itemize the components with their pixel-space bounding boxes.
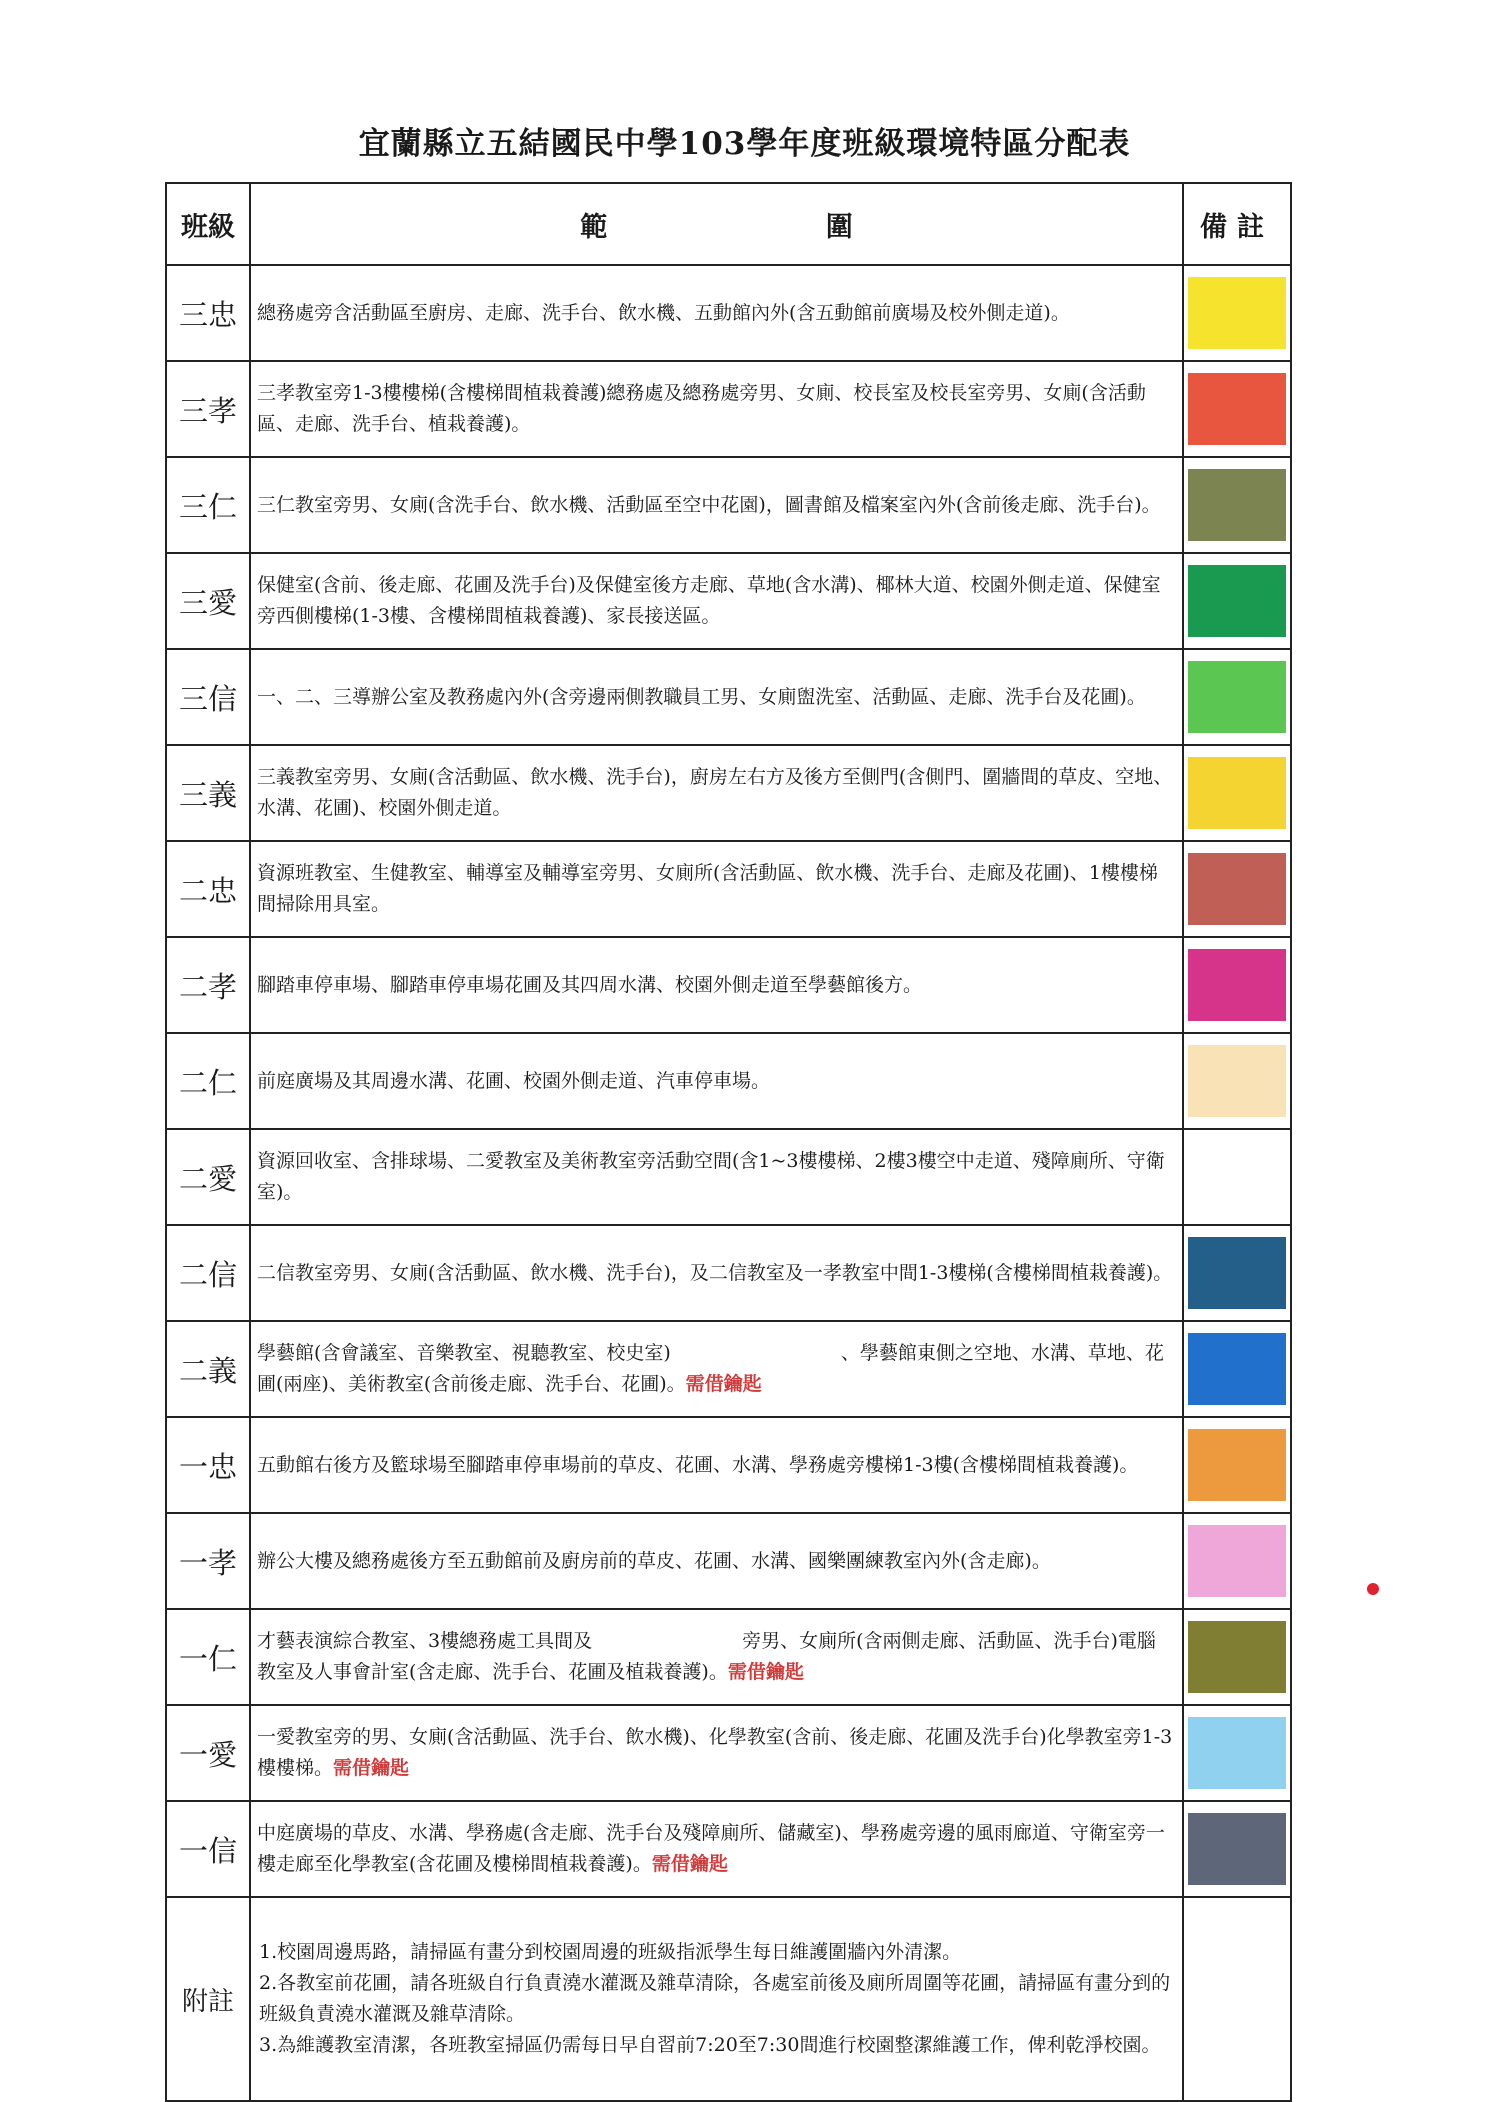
header-row <box>166 183 1291 265</box>
color-note-cell <box>1183 649 1291 745</box>
area-description-cell <box>250 1609 1183 1705</box>
color-note-cell <box>1183 1705 1291 1801</box>
area-description-cell <box>250 1321 1183 1417</box>
table-row <box>166 745 1291 841</box>
color-swatch <box>1188 469 1286 541</box>
color-note-cell <box>1183 1321 1291 1417</box>
area-description-cell <box>250 1417 1183 1513</box>
area-description-cell <box>250 457 1183 553</box>
class-name-cell: 三信 <box>166 649 250 745</box>
class-name-cell: 一愛 <box>166 1705 250 1801</box>
area-description: 資源回收室、含排球場、二愛教室及美術教室旁活動空間(含1~3樓樓梯、2樓3樓空中走道、殘障廁所、守衛室)。 <box>257 1150 1165 1203</box>
table-row <box>166 937 1291 1033</box>
class-name-cell: 三愛 <box>166 553 250 649</box>
color-swatch <box>1188 1525 1286 1597</box>
table-row <box>166 1129 1291 1225</box>
area-description: 三孝教室旁1-3樓樓梯(含樓梯間植栽養護)總務處及總務處旁男、女廁、校長室及校長室旁男、女廁(含活動區、走廊、洗手台、植栽養護)。 <box>257 382 1146 435</box>
color-note-cell <box>1183 265 1291 361</box>
area-description: 三仁教室旁男、女廁(含洗手台、飲水機、活動區至空中花園)，圖書館及檔案室內外(含前後走廊、洗手台)。 <box>257 493 1161 516</box>
area-description: 二信教室旁男、女廁(含活動區、飲水機、洗手台)，及二信教室及一孝教室中間1-3樓梯(含樓梯間植栽養護)。 <box>257 1261 1173 1284</box>
area-description: 一愛教室旁的男、女廁(含活動區、洗手台、飲水機)、化學教室(含前、後走廊、花圃及洗手台)化學教室旁1-3樓樓梯。 <box>257 1726 1173 1779</box>
class-name-cell: 二愛 <box>166 1129 250 1225</box>
area-description-cell <box>250 841 1183 937</box>
header-class: 班級 <box>166 183 250 265</box>
table-row <box>166 1225 1291 1321</box>
class-name-cell: 三義 <box>166 745 250 841</box>
table-row <box>166 1417 1291 1513</box>
area-description: 資源班教室、生健教室、輔導室及輔導室旁男、女廁所(含活動區、飲水機、洗手台、走廊及花圃)、1樓樓梯間掃除用具室。 <box>257 862 1158 915</box>
table-row <box>166 841 1291 937</box>
color-swatch <box>1188 373 1286 445</box>
class-name-cell: 三仁 <box>166 457 250 553</box>
footnote-item: 1.校園周邊馬路，請掃區有畫分到校園周邊的班級指派學生每日維護圍牆內外清潔。 <box>259 1941 962 1963</box>
table-row <box>166 649 1291 745</box>
color-note-cell <box>1183 1609 1291 1705</box>
area-description-cell <box>250 1513 1183 1609</box>
area-description-cell <box>250 1129 1183 1225</box>
area-description-cell <box>250 265 1183 361</box>
assignment-table <box>165 182 1292 2102</box>
color-note-cell <box>1183 553 1291 649</box>
area-description-cell <box>250 1801 1183 1897</box>
area-description-continued: 、學藝館東側之空地、水溝、草地、花圃(兩座)、美術教室(含前後走廊、洗手台、花圃)。 <box>257 1342 1164 1395</box>
header-range-a: 範 <box>580 211 608 243</box>
area-description: 腳踏車停車場、腳踏車停車場花圃及其四周水溝、校園外側走道至學藝館後方。 <box>257 973 923 996</box>
key-required-note: 需借鑰匙 <box>727 1661 804 1683</box>
color-note-cell <box>1183 1129 1291 1225</box>
table-row <box>166 1705 1291 1801</box>
class-name-cell: 三忠 <box>166 265 250 361</box>
color-swatch <box>1188 565 1286 637</box>
footnote-row <box>166 1897 1291 2101</box>
page-title: 宜蘭縣立五結國民中學103學年度班級環境特區分配表 <box>358 126 1131 162</box>
footnote-label: 附註 <box>166 1897 250 2101</box>
area-description: 一、二、三導辦公室及教務處內外(含旁邊兩側教職員工男、女廁盥洗室、活動區、走廊、洗手台及花圃)。 <box>257 685 1146 708</box>
color-note-cell <box>1183 841 1291 937</box>
header-note: 備註 <box>1183 183 1291 265</box>
area-description-continued: 旁男、女廁所(含兩側走廊、活動區、洗手台)電腦教室及人事會計室(含走廊、洗手台、花圃及植栽養護)。 <box>257 1630 1156 1683</box>
table-row <box>166 1513 1291 1609</box>
color-swatch <box>1188 1429 1286 1501</box>
footnote-note-cell <box>1183 1897 1291 2101</box>
class-name-cell: 一忠 <box>166 1417 250 1513</box>
color-swatch <box>1188 757 1286 829</box>
color-swatch <box>1188 1813 1286 1885</box>
table-row <box>166 1609 1291 1705</box>
color-note-cell <box>1183 745 1291 841</box>
table-row <box>166 1801 1291 1897</box>
color-swatch <box>1188 1333 1286 1405</box>
area-description: 前庭廣場及其周邊水溝、花圃、校園外側走道、汽車停車場。 <box>257 1069 771 1092</box>
area-description-cell <box>250 649 1183 745</box>
footnote-item: 2.各教室前花圃，請各班級自行負責澆水灌溉及雜草清除，各處室前後及廁所周圍等花圃，請掃區有畫分到的班級負責澆水灌溉及雜草清除。 <box>259 1972 1171 2025</box>
color-swatch <box>1188 1045 1286 1117</box>
color-note-cell <box>1183 1033 1291 1129</box>
area-description-cell <box>250 937 1183 1033</box>
area-description: 辦公大樓及總務處後方至五動館前及廚房前的草皮、花圃、水溝、國樂團練教室內外(含走廊)。 <box>257 1549 1051 1572</box>
area-description: 中庭廣場的草皮、水溝、學務處(含走廊、洗手台及殘障廁所、儲藏室)、學務處旁邊的風雨廊道、守衛室旁一樓走廊至化學教室(含花圃及樓梯間植栽養護)。 <box>257 1822 1165 1875</box>
class-name-cell: 一信 <box>166 1801 250 1897</box>
area-description-cell <box>250 361 1183 457</box>
color-swatch <box>1188 1621 1286 1693</box>
area-description: 三義教室旁男、女廁(含活動區、飲水機、洗手台)，廚房左右方及後方至側門(含側門、圍牆間的草皮、空地、水溝、花圃)、校園外側走道。 <box>257 766 1173 819</box>
color-swatch <box>1188 949 1286 1021</box>
class-name-cell: 二義 <box>166 1321 250 1417</box>
area-description-cell <box>250 1225 1183 1321</box>
table-row <box>166 1321 1291 1417</box>
header-range-b: 圍 <box>825 211 853 243</box>
table-body <box>166 265 1291 2101</box>
area-description-cell <box>250 553 1183 649</box>
key-required-note: 需借鑰匙 <box>651 1853 728 1875</box>
area-description: 五動館右後方及籃球場至腳踏車停車場前的草皮、花圃、水溝、學務處旁樓梯1-3樓(含樓梯間植栽養護)。 <box>257 1453 1139 1476</box>
class-name-cell: 一仁 <box>166 1609 250 1705</box>
table-row <box>166 361 1291 457</box>
area-description: 才藝表演綜合教室、3樓總務處工具間及 <box>257 1630 593 1652</box>
table-row <box>166 265 1291 361</box>
table-row <box>166 1033 1291 1129</box>
color-note-cell <box>1183 937 1291 1033</box>
class-name-cell: 二仁 <box>166 1033 250 1129</box>
table-row <box>166 553 1291 649</box>
color-note-cell <box>1183 1417 1291 1513</box>
area-description: 總務處旁含活動區至廚房、走廊、洗手台、飲水機、五動館內外(含五動館前廣場及校外側走道)。 <box>257 301 1070 324</box>
area-description-cell <box>250 1705 1183 1801</box>
color-note-cell <box>1183 1801 1291 1897</box>
header-range <box>250 183 1183 265</box>
color-note-cell <box>1183 1225 1291 1321</box>
color-swatch <box>1188 1237 1286 1309</box>
color-note-cell <box>1183 457 1291 553</box>
class-name-cell: 一孝 <box>166 1513 250 1609</box>
class-name-cell: 二孝 <box>166 937 250 1033</box>
color-swatch <box>1188 853 1286 925</box>
color-swatch <box>1188 277 1286 349</box>
color-swatch <box>1188 1717 1286 1789</box>
footnote-item: 3.為維護教室清潔，各班教室掃區仍需每日早自習前7:20至7:30間進行校園整潔維護工作，俾利乾淨校園。 <box>259 2034 1161 2056</box>
color-note-cell <box>1183 1513 1291 1609</box>
table-row <box>166 457 1291 553</box>
color-note-cell <box>1183 361 1291 457</box>
footnote-text-cell <box>250 1897 1183 2101</box>
color-swatch <box>1188 661 1286 733</box>
key-required-note: 需借鑰匙 <box>333 1757 410 1779</box>
class-name-cell: 二信 <box>166 1225 250 1321</box>
color-swatch <box>1188 1141 1286 1213</box>
area-description: 學藝館(含會議室、音樂教室、視聽教室、校史室) <box>257 1342 671 1364</box>
class-name-cell: 三孝 <box>166 361 250 457</box>
red-mark <box>1367 1583 1379 1595</box>
area-description: 保健室(含前、後走廊、花圃及洗手台)及保健室後方走廊、草地(含水溝)、椰林大道、校園外側走道、保健室旁西側樓梯(1-3樓、含樓梯間植栽養護)、家長接送區。 <box>257 574 1161 627</box>
class-name-cell: 二忠 <box>166 841 250 937</box>
key-required-note: 需借鑰匙 <box>685 1373 762 1395</box>
area-description-cell <box>250 745 1183 841</box>
area-description-cell <box>250 1033 1183 1129</box>
